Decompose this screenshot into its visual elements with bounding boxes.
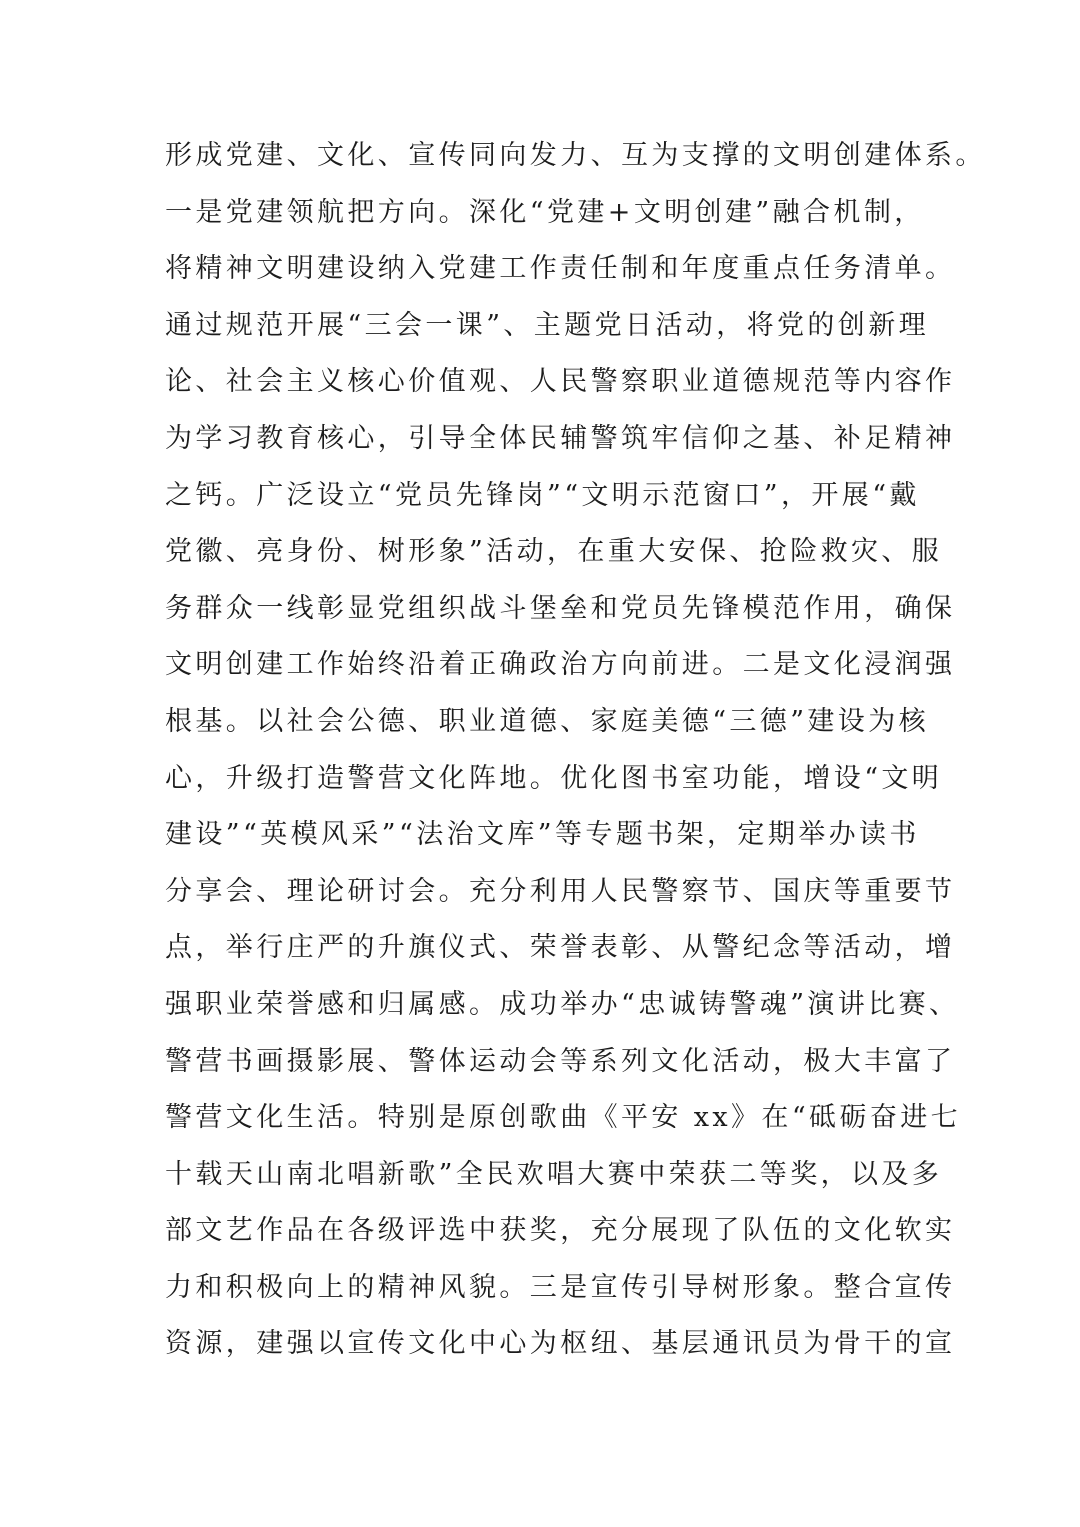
text-line: 一是党建领航把方向。深化“党建+文明创建”融合机制， <box>165 196 925 228</box>
text-line: 十载天山南北唱新歌”全民欢唱大赛中荣获二等奖，以及多 <box>165 1158 943 1190</box>
text-line: 之钙。广泛设立“党员先锋岗”“文明示范窗口”，开展“戴 <box>165 479 920 511</box>
text-line: 资源，建强以宣传文化中心为枢纽、基层通讯员为骨干的宣 <box>165 1328 956 1360</box>
text-line: 建设”“英模风采”“法治文库”等专题书架，定期举办读书 <box>165 819 920 851</box>
text-line: 警营书画摄影展、警体运动会等系列文化活动，极大丰富了 <box>165 1045 956 1077</box>
text-line: 形成党建、文化、宣传同向发力、互为支撑的文明创建体系。 <box>165 140 986 171</box>
text-line: 党徽、亮身份、树形象”活动，在重大安保、抢险救灾、服 <box>165 536 943 568</box>
text-line: 分享会、理论研讨会。充分利用人民警察节、国庆等重要节 <box>165 875 956 907</box>
text-line: 强职业荣誉感和归属感。成功举办“忠诚铸警魂”演讲比赛、 <box>165 988 960 1020</box>
text-line: 部文艺作品在各级评选中获奖，充分展现了队伍的文化软实 <box>165 1215 956 1247</box>
text-line: 警营文化生活。特别是原创歌曲《平安 xx》在“砥砺奋进七 <box>165 1102 962 1134</box>
text-line: 论、社会主义核心价值观、人民警察职业道德规范等内容作 <box>165 366 956 398</box>
text-line: 文明创建工作始终沿着正确政治方向前进。二是文化浸润强 <box>165 649 956 681</box>
text-line: 通过规范开展“三会一课”、主题党日活动，将党的创新理 <box>165 309 930 341</box>
text-line: 为学习教育核心，引导全体民辅警筑牢信仰之基、补足精神 <box>165 422 956 454</box>
text-line: 力和积极向上的精神风貌。三是宣传引导树形象。整合宣传 <box>165 1271 956 1303</box>
text-line: 务群众一线彰显党组织战斗堡垒和党员先锋模范作用，确保 <box>165 592 956 624</box>
body-paragraph <box>165 128 986 1373</box>
text-line: 点，举行庄严的升旗仪式、荣誉表彰、从警纪念等活动，增 <box>165 932 956 964</box>
text-line: 将精神文明建设纳入党建工作责任制和年度重点任务清单。 <box>165 253 956 285</box>
text-line: 心，升级打造警营文化阵地。优化图书室功能，增设“文明 <box>165 762 943 794</box>
text-line: 根基。以社会公德、职业道德、家庭美德“三德”建设为核 <box>165 705 930 737</box>
